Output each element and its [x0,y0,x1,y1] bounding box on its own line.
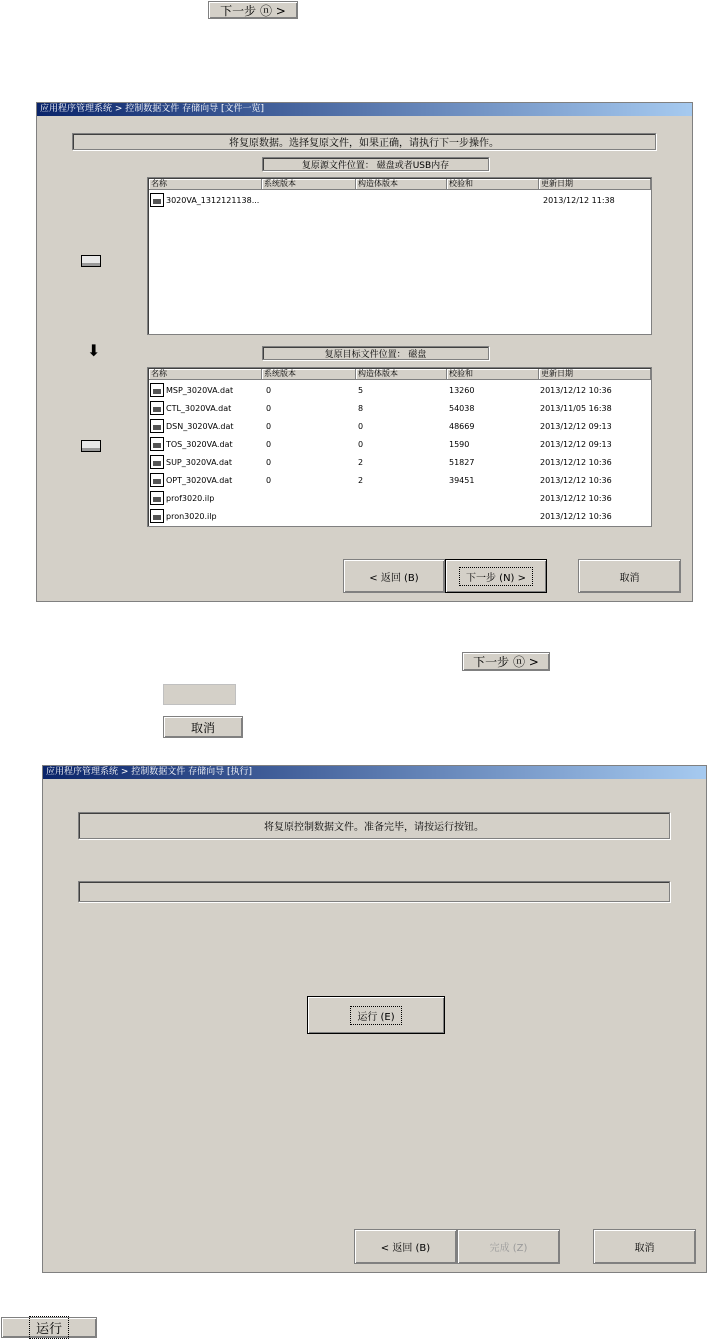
file-list-dialog [36,102,693,602]
back-button[interactable] [343,559,445,593]
source-location-box [262,157,489,171]
back-label: < 返回 (B) [380,1243,431,1254]
row-name: TOS_3020VA.dat [166,440,233,449]
row-checksum: 51827 [449,458,475,467]
row-sysver: 0 [266,386,272,395]
blank-button-snippet[interactable] [163,684,236,705]
source-disk-icon [81,255,101,267]
column-header[interactable]: 系统版本 [262,369,356,380]
target-file-list[interactable] [147,367,652,527]
column-header[interactable]: 校验和 [447,179,539,190]
row-date: 2013/12/12 09:13 [540,422,612,431]
column-header[interactable]: 构造体版本 [356,179,447,190]
finish-button[interactable] [457,1229,560,1264]
cancel-button-snippet[interactable] [163,716,243,738]
file-icon [150,383,164,397]
back-label: < 返回 (B) [369,572,419,584]
next-button-snippet-mid[interactable] [462,652,550,671]
next-label: 下一步 ⓝ > [473,655,539,669]
back-button[interactable] [354,1229,457,1264]
row-sysver: 0 [266,440,272,449]
source-location-text: 复原源文件位置： 磁盘或者USB内存 [301,160,450,171]
row-name: CTL_3020VA.dat [166,404,232,413]
table-row[interactable] [149,436,650,453]
row-date: 2013/12/12 10:36 [540,458,612,467]
row-structver: 2 [358,476,364,485]
row-sysver: 0 [266,476,272,485]
column-header[interactable]: 系统版本 [262,179,356,190]
column-header[interactable]: 更新日期 [539,369,651,380]
execute-dialog [42,765,707,1273]
row-name: MSP_3020VA.dat [166,386,234,395]
target-location-text: 复原目标文件位置： 磁盘 [324,349,427,360]
next-label: 下一步 (N) > [460,568,532,585]
file-icon [150,455,164,469]
row-date: 2013/12/12 10:36 [540,476,612,485]
row-date: 2013/12/12 10:36 [540,512,612,521]
source-file-list[interactable] [147,177,652,335]
row-name: SUP_3020VA.dat [166,458,233,467]
row-checksum: 48669 [449,422,475,431]
table-row[interactable] [149,382,650,399]
file-icon [150,419,164,433]
row-structver: 8 [358,404,364,413]
file-icon [150,401,164,415]
table-row[interactable] [149,490,650,507]
table-row[interactable] [149,400,650,417]
row-structver: 0 [358,440,364,449]
row-structver: 0 [358,422,364,431]
column-header[interactable]: 名称 [149,369,262,380]
column-header[interactable]: 构造体版本 [356,369,447,380]
instruction-box [72,133,656,150]
next-button[interactable] [445,559,547,593]
row-name: pron3020.ilp [166,512,217,521]
row-date: 2013/12/12 11:38 [543,196,615,205]
table-row[interactable] [149,508,650,525]
row-sysver: 0 [266,404,272,413]
cancel-button[interactable] [593,1229,696,1264]
row-name: DSN_3020VA.dat [166,422,234,431]
cancel-label: 取消 [190,720,215,735]
row-date: 2013/12/12 09:13 [540,440,612,449]
table-row[interactable] [149,418,650,435]
column-header[interactable]: 更新日期 [539,179,651,190]
file-icon [150,509,164,523]
finish-label: 完成 (Z) [489,1243,528,1254]
target-disk-icon [81,440,101,452]
file-icon [150,473,164,487]
row-checksum: 39451 [449,476,475,485]
row-structver: 5 [358,386,364,395]
row-date: 2013/12/12 10:36 [540,386,612,395]
target-location-box [262,346,489,360]
file-icon [150,491,164,505]
row-name: 3020VA_1312121138... [166,196,260,205]
instruction-box [78,812,670,839]
row-sysver: 0 [266,458,272,467]
file-icon [150,437,164,451]
run-label: 运行 [30,1317,68,1338]
dialog-title: 应用程序管理系统 > 控制数据文件 存储向导 [文件一览] [37,103,692,116]
next-button-snippet-top[interactable] [208,1,298,19]
row-structver: 2 [358,458,364,467]
cancel-label: 取消 [619,572,640,584]
instruction-text: 将复原数据。选择复原文件，如果正确，请执行下一步操作。 [229,138,499,149]
row-checksum: 1590 [449,440,470,449]
table-row[interactable] [149,192,650,208]
row-name: prof3020.ilp [166,494,215,503]
column-header[interactable]: 校验和 [447,369,539,380]
table-row[interactable] [149,472,650,489]
run-label: 运行 (E) [351,1007,400,1024]
progress-bar [78,881,670,902]
row-date: 2013/12/12 10:36 [540,494,612,503]
row-checksum: 13260 [449,386,475,395]
run-button[interactable] [307,996,445,1034]
instruction-text: 将复原控制数据文件。准备完毕，请按运行按钮。 [264,822,484,833]
cancel-button[interactable] [578,559,681,593]
row-name: OPT_3020VA.dat [166,476,233,485]
column-header[interactable]: 名称 [149,179,262,190]
table-row[interactable] [149,454,650,471]
arrow-down-icon: ⬇ [87,341,101,360]
row-checksum: 54038 [449,404,475,413]
dialog-title: 应用程序管理系统 > 控制数据文件 存储向导 [执行] [43,766,706,779]
row-date: 2013/11/05 16:38 [540,404,612,413]
file-icon [150,193,164,207]
run-button-snippet[interactable] [1,1317,97,1338]
cancel-label: 取消 [634,1243,655,1254]
row-sysver: 0 [266,422,272,431]
next-label: 下一步 ⓝ > [220,3,286,18]
